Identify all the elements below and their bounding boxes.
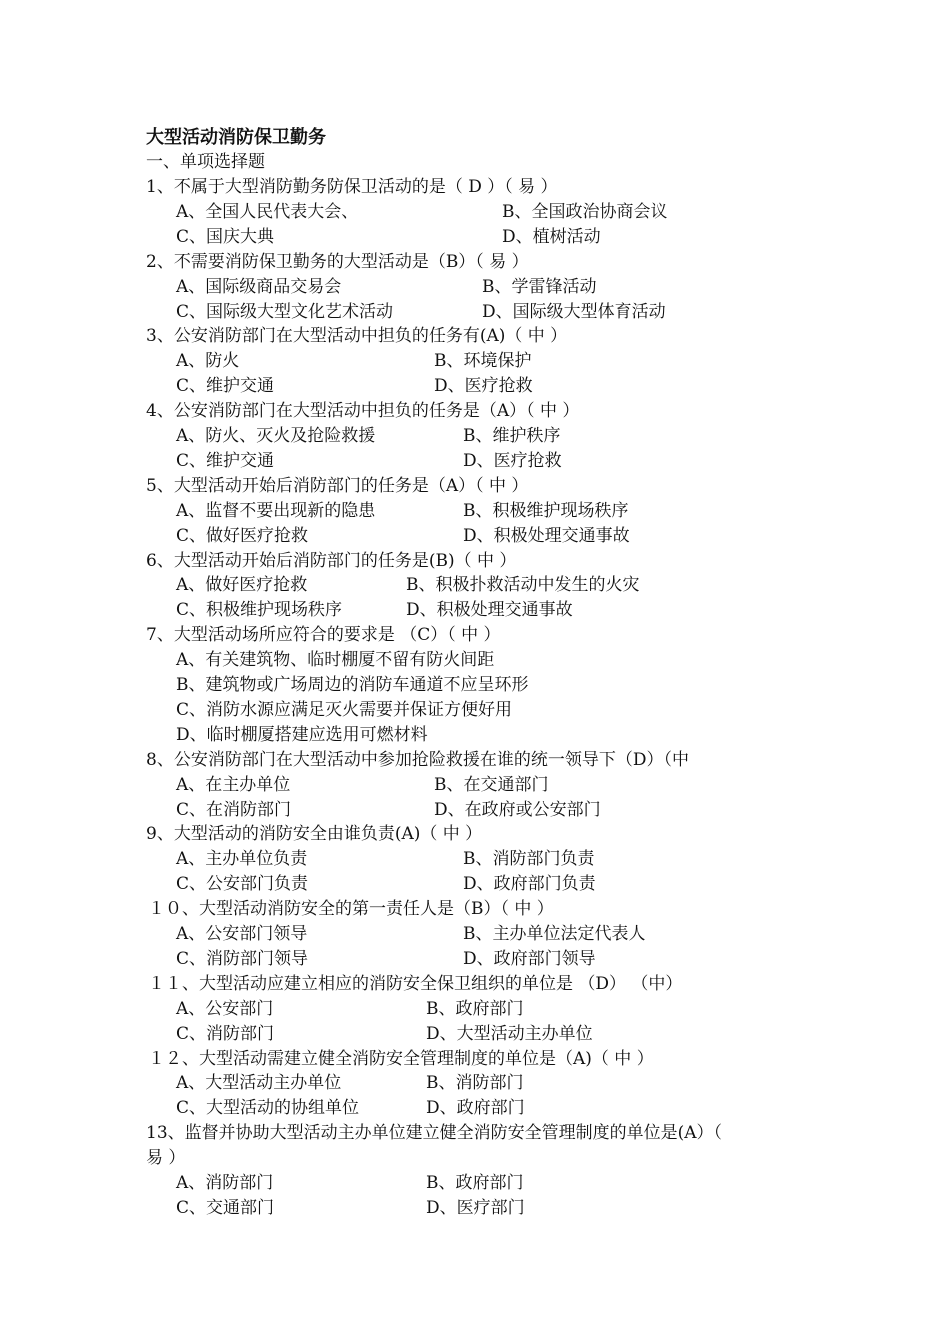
option-right: B、消防部门: [426, 1073, 524, 1094]
option-right: B、维护秩序: [463, 426, 561, 446]
section-heading: 一、单项选择题: [146, 152, 265, 172]
option-left: A、监督不要出现新的隐患: [176, 500, 376, 521]
option-left: C、在消防部门: [176, 799, 292, 820]
option-line: D、临时棚厦搭建应选用可燃材料: [176, 724, 428, 745]
option-left: A、消防部门: [176, 1173, 274, 1193]
option-right: D、积极处理交通事故: [406, 600, 573, 621]
question-stem: 13、监督并协助大型活动主办单位建立健全消防安全管理制度的单位是(A）（: [146, 1123, 723, 1144]
question-stem: 1、不属于大型消防勤务防保卫活动的是（ D ）（ 易 ）: [146, 177, 558, 197]
question-stem: １２、大型活动需建立健全消防安全管理制度的单位是（A)（ 中 ）: [148, 1048, 654, 1069]
option-right: B、积极维护现场秩序: [463, 500, 629, 521]
option-left: A、做好医疗抢救: [176, 575, 308, 596]
option-left: C、交通部门: [176, 1197, 275, 1218]
option-left: C、做好医疗抢救: [176, 525, 309, 546]
option-line: C、消防水源应满足灭火需要并保证方便好用: [176, 699, 513, 720]
option-right: D、植树活动: [502, 226, 601, 247]
option-right: B、主办单位法定代表人: [463, 924, 646, 944]
option-line: A、有关建筑物、临时棚厦不留有防火间距: [176, 650, 495, 671]
option-left: C、大型活动的协组单位: [176, 1098, 360, 1119]
question-stem-continued: 易 ）: [146, 1148, 186, 1169]
question-stem: １１、大型活动应建立相应的消防安全保卫组织的单位是 （D） （中）: [148, 973, 683, 994]
option-right: D、积极处理交通事故: [463, 525, 630, 546]
option-right: D、医疗抢救: [434, 376, 533, 397]
option-right: D、政府部门: [426, 1098, 525, 1119]
option-right: B、政府部门: [426, 1173, 524, 1193]
option-right: D、医疗抢救: [463, 450, 562, 471]
option-left: C、维护交通: [176, 450, 275, 471]
option-left: A、公安部门领导: [176, 924, 308, 944]
option-right: D、国际级大型体育活动: [482, 301, 666, 322]
question-stem: 2、不需要消防保卫勤务的大型活动是（B）（ 易 ）: [146, 251, 529, 272]
option-left: A、防火、灭火及抢险救援: [176, 426, 376, 446]
option-line: B、建筑物或广场周边的消防车通道不应呈环形: [176, 675, 529, 695]
option-right: D、政府部门领导: [463, 948, 596, 969]
option-left: C、国庆大典: [176, 226, 275, 247]
document-title: 大型活动消防保卫勤务: [146, 127, 326, 148]
option-left: A、国际级商品交易会: [176, 276, 342, 297]
option-right: B、全国政治协商会议: [502, 201, 668, 222]
question-stem: 7、大型活动场所应符合的要求是 （C）（ 中 ）: [146, 625, 501, 646]
question-stem: 4、公安消防部门在大型活动中担负的任务是（A）（ 中 ）: [146, 401, 580, 422]
option-left: C、积极维护现场秩序: [176, 600, 343, 621]
option-right: B、学雷锋活动: [482, 276, 597, 297]
option-left: A、全国人民代表大会、: [176, 201, 359, 222]
option-left: C、消防部门领导: [176, 948, 309, 969]
option-right: B、积极扑救活动中发生的火灾: [406, 575, 640, 596]
option-right: B、消防部门负责: [463, 849, 595, 870]
option-left: C、国际级大型文化艺术活动: [176, 301, 394, 322]
option-left: C、消防部门: [176, 1023, 275, 1044]
question-stem: 9、大型活动的消防安全由谁负责(A)（ 中 ）: [146, 824, 483, 845]
question-stem: 5、大型活动开始后消防部门的任务是（A）（ 中 ）: [146, 475, 529, 496]
option-left: A、防火: [176, 351, 240, 372]
option-right: D、政府部门负责: [463, 874, 596, 895]
question-stem: 3、公安消防部门在大型活动中担负的任务有(A)（ 中 ）: [146, 326, 568, 347]
question-stem: 6、大型活动开始后消防部门的任务是(B)（ 中 ）: [146, 550, 517, 571]
option-right: B、环境保护: [434, 351, 532, 372]
option-left: A、主办单位负责: [176, 849, 308, 870]
option-right: B、政府部门: [426, 998, 524, 1019]
option-right: D、大型活动主办单位: [426, 1023, 593, 1044]
option-left: A、大型活动主办单位: [176, 1073, 342, 1094]
option-left: C、维护交通: [176, 376, 275, 397]
option-left: A、公安部门: [176, 998, 274, 1019]
option-right: D、医疗部门: [426, 1197, 525, 1218]
option-left: A、在主办单位: [176, 774, 291, 795]
question-stem: 8、公安消防部门在大型活动中参加抢险救援在谁的统一领导下（D）（中: [146, 749, 689, 770]
option-left: C、公安部门负责: [176, 874, 309, 895]
option-right: B、在交通部门: [434, 774, 549, 795]
question-stem: １０、大型活动消防安全的第一责任人是（B）（ 中 ）: [148, 899, 554, 920]
option-right: D、在政府或公安部门: [434, 799, 601, 820]
